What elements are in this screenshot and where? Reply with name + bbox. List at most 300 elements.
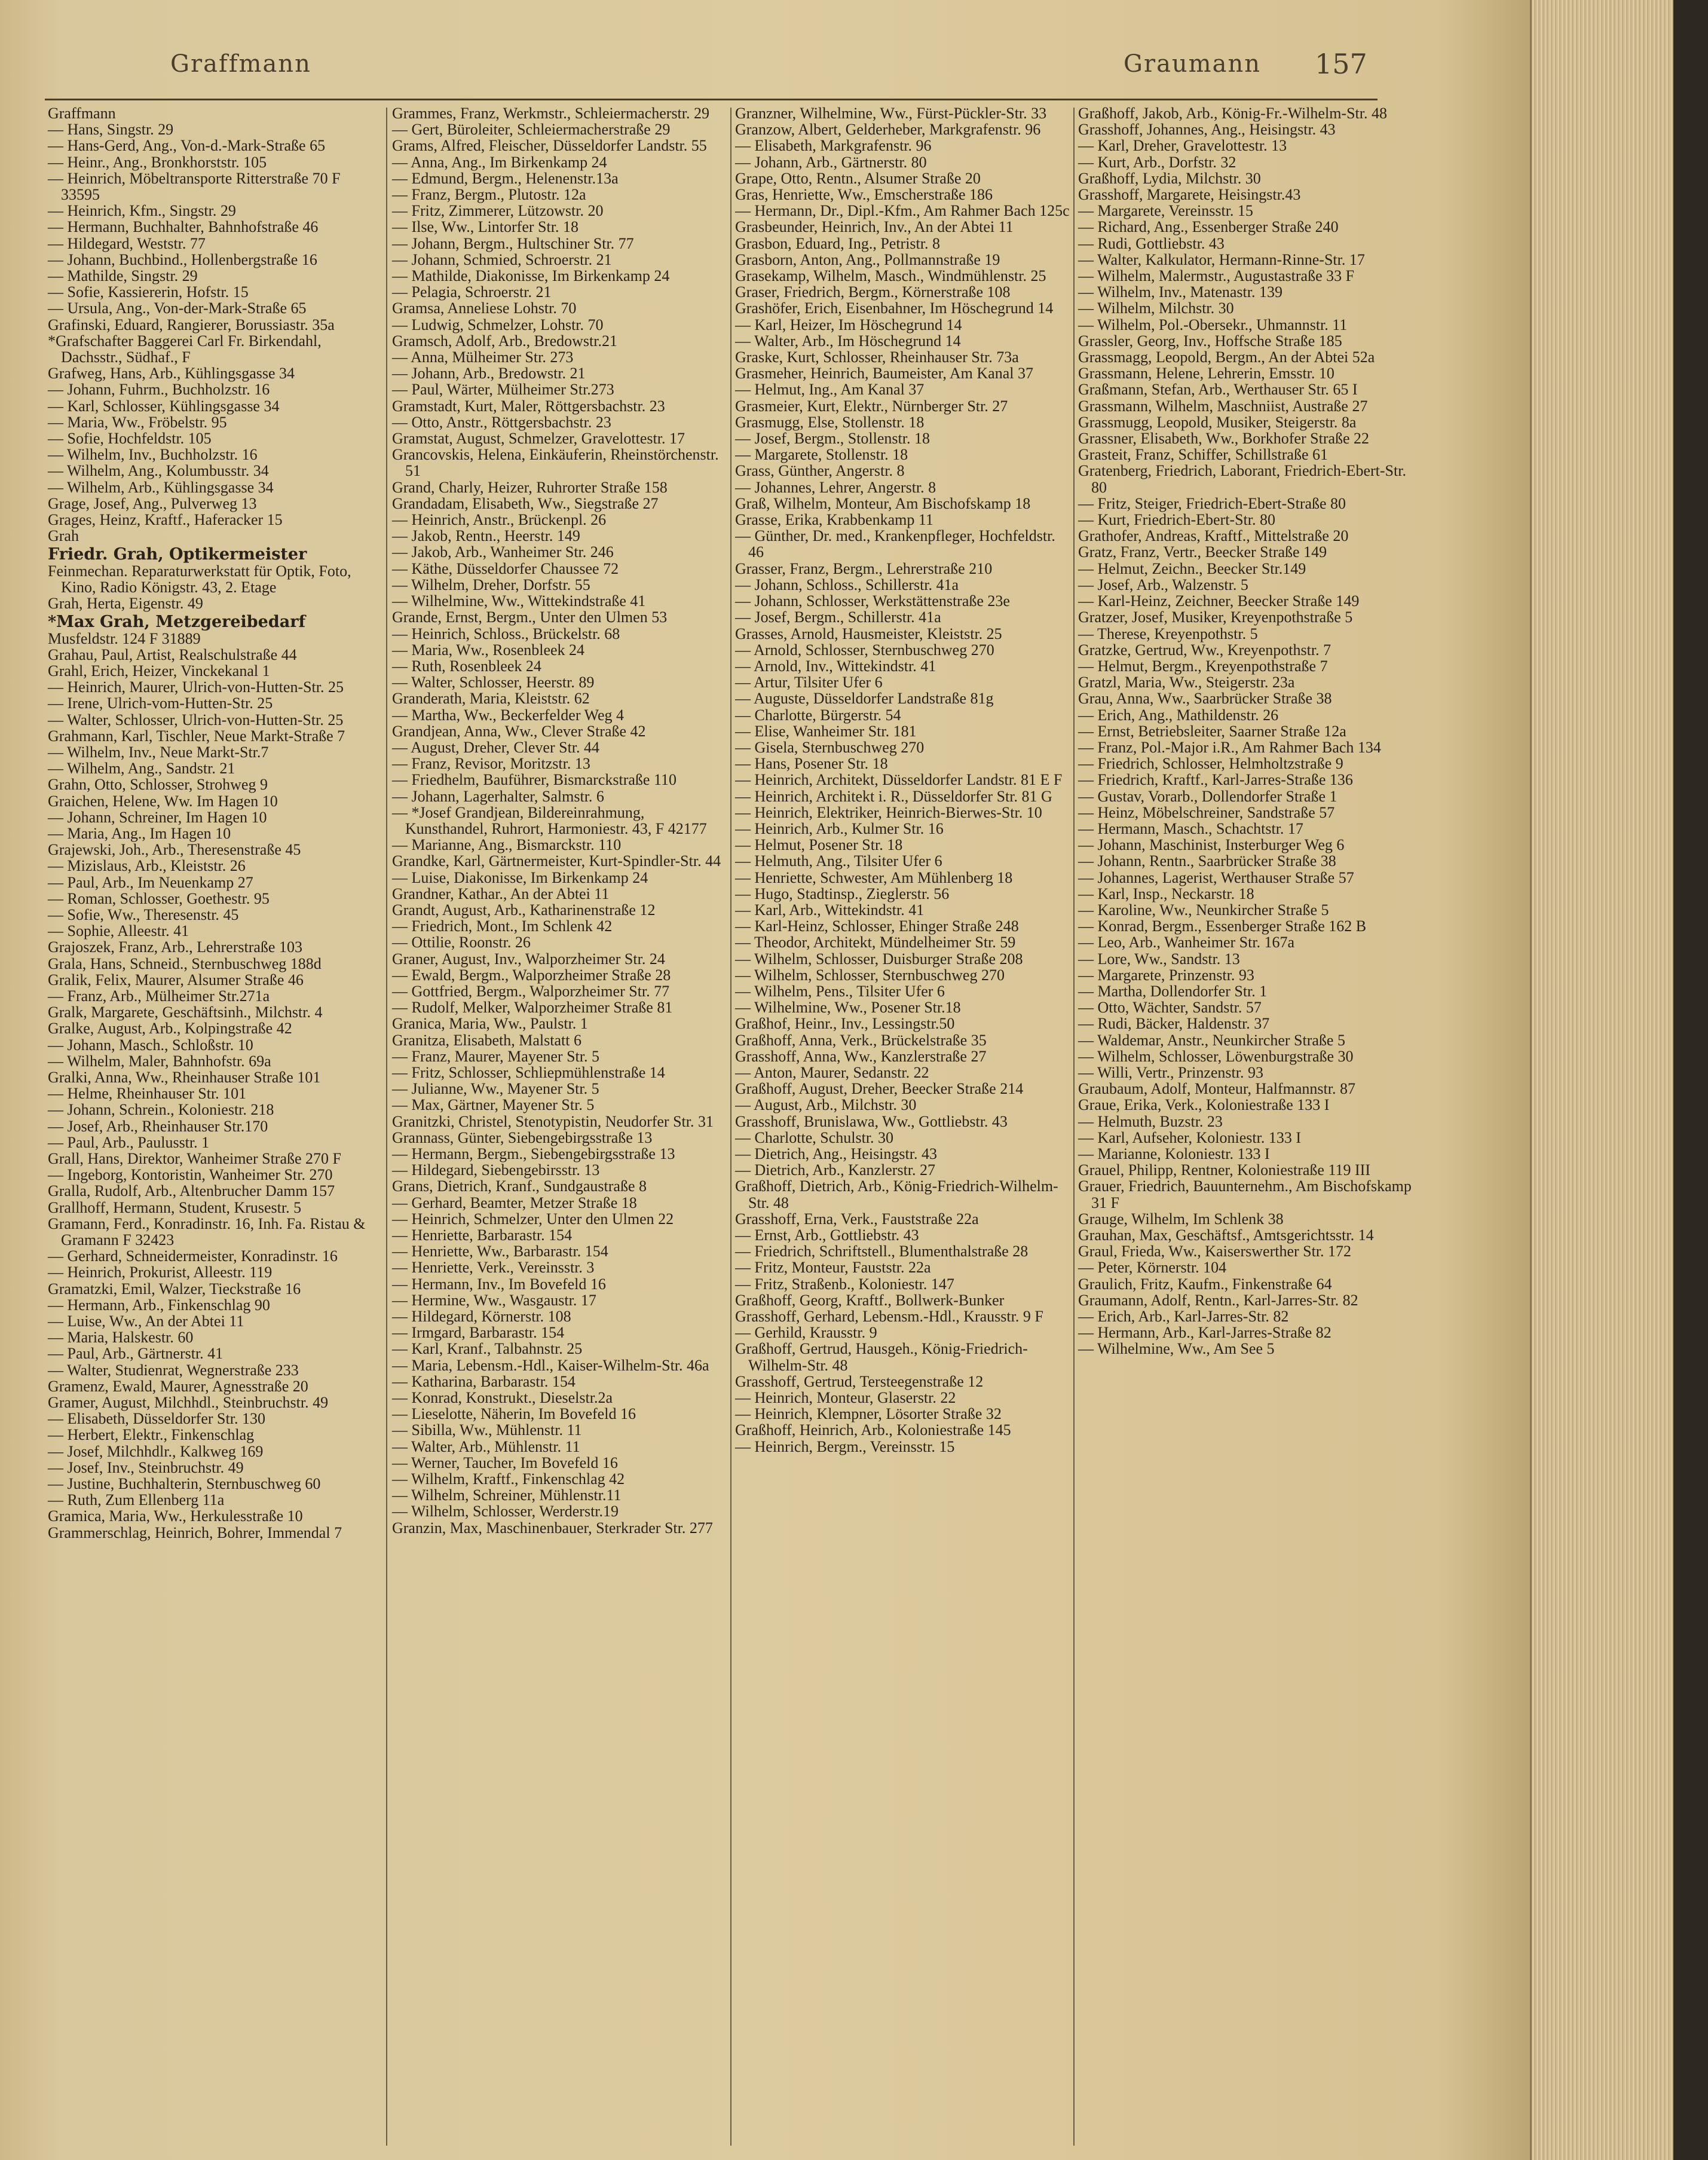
directory-entry: — Martha, Ww., Beckerfelder Weg 4 <box>392 706 625 724</box>
directory-entry: — Otto, Wächter, Sandstr. 57 <box>1078 999 1262 1017</box>
directory-entry: — Wilhelm, Kraftf., Finkenschlag 42 <box>392 1470 625 1488</box>
directory-entry: — Anton, Maurer, Sedanstr. 22 <box>735 1063 929 1081</box>
directory-entry: — Martha, Dollendorfer Str. 1 <box>1078 982 1268 1000</box>
directory-entry: — Karl, Arb., Wittekindstr. 41 <box>735 901 925 919</box>
directory-entry: — Josef, Arb., Rheinhauser Str.170 <box>48 1117 268 1135</box>
directory-entry: — Johann, Lagerhalter, Salmstr. 6 <box>392 787 604 805</box>
directory-entry: — Willi, Vertr., Prinzenstr. 93 <box>1078 1063 1263 1081</box>
directory-entry: — Friedrich, Mont., Im Schlenk 42 <box>392 917 613 935</box>
directory-entry: — Pelagia, Schroerstr. 21 <box>392 283 552 301</box>
directory-entry: — Marianne, Koloniestr. 133 I <box>1078 1145 1270 1162</box>
directory-entry: — Arnold, Schlosser, Sternbuschweg 270 <box>735 641 994 659</box>
directory-entry: — Helmuth, Buzstr. 23 <box>1078 1112 1223 1130</box>
directory-entry: Grauhan, Max, Geschäftsf., Amtsgerichtsstr. 14 <box>1078 1226 1374 1244</box>
directory-entry: — Karl, Heizer, Im Höschegrund 14 <box>735 316 962 334</box>
directory-entry: — Ruth, Zum Ellenberg 11a <box>48 1491 225 1509</box>
directory-entry: — Wilhelm, Milchstr. 30 <box>1078 299 1234 317</box>
directory-entry: — Mathilde, Diakonisse, Im Birkenkamp 24 <box>392 267 670 285</box>
directory-entry: Graue, Erika, Verk., Koloniestraße 133 I <box>1078 1096 1330 1114</box>
directory-entry: Grahmann, Karl, Tischler, Neue Markt-Straße 7 <box>48 727 345 745</box>
directory-entry: — Johannes, Lagerist, Werthauser Straße 57 <box>1078 868 1354 886</box>
directory-entry: — Rudolf, Melker, Walporzheimer Straße 81 <box>392 999 673 1017</box>
directory-entry: — Hildegard, Körnerstr. 108 <box>392 1308 571 1326</box>
directory-entry: — Lore, Ww., Sandstr. 13 <box>1078 950 1240 968</box>
directory-entry: — Josef, Inv., Steinbruchstr. 49 <box>48 1458 244 1476</box>
directory-entry: Grauge, Wilhelm, Im Schlenk 38 <box>1078 1210 1284 1228</box>
directory-entry: — Wilhelmine, Ww., Am See 5 <box>1078 1340 1275 1358</box>
directory-entry: — Gerhard, Schneidermeister, Konradinstr. 16 <box>48 1247 338 1265</box>
directory-entry: — Wilhelm, Schlosser, Werderstr.19 <box>392 1503 619 1520</box>
directory-entry: — Karl, Dreher, Gravelottestr. 13 <box>1078 137 1287 155</box>
directory-entry: — Wilhelm, Ang., Kolumbusstr. 34 <box>48 462 269 480</box>
directory-entry: — Margarete, Vereinsstr. 15 <box>1078 202 1253 220</box>
directory-entry: — Werner, Taucher, Im Bovefeld 16 <box>392 1454 618 1471</box>
directory-entry: — Jakob, Rentn., Heerstr. 149 <box>392 527 580 545</box>
directory-entry: Gramstadt, Kurt, Maler, Röttgersbachstr. 23 <box>392 397 665 415</box>
directory-entry: — Anna, Ang., Im Birkenkamp 24 <box>392 153 607 171</box>
directory-entry: — Heinrich, Arb., Kulmer Str. 16 <box>735 819 944 837</box>
directory-entry: Grannass, Günter, Siebengebirgsstraße 13 <box>392 1128 653 1146</box>
directory-entry: Granzner, Wilhelmine, Ww., Fürst-Pückler-Str. 33 <box>735 105 1047 122</box>
directory-entry: — Margarete, Prinzenstr. 93 <box>1078 966 1254 984</box>
directory-entry: Grage, Josef, Ang., Pulverweg 13 <box>48 494 257 512</box>
directory-entry: — Hermann, Inv., Im Bovefeld 16 <box>392 1275 606 1293</box>
directory-entry: Grasshoff, Gerhard, Lebensm.-Hdl., Krausstr. 9 F <box>735 1308 1043 1326</box>
page-header <box>0 48 1530 90</box>
directory-entry: — Henriette, Ww., Barbarastr. 154 <box>392 1243 608 1260</box>
directory-entry: — Wilhelm, Arb., Kühlingsgasse 34 <box>48 478 274 496</box>
directory-entry: — Käthe, Düsseldorfer Chaussee 72 <box>392 559 619 577</box>
directory-entry: — Heinr., Ang., Bronkhorststr. 105 <box>48 153 267 171</box>
directory-entry: Grammes, Franz, Werkmstr., Schleiermacherstr. 29 <box>392 105 710 122</box>
directory-entry: — Julianne, Ww., Mayener Str. 5 <box>392 1080 599 1098</box>
directory-entry: — Hermann, Arb., Karl-Jarres-Straße 82 <box>1078 1324 1331 1342</box>
directory-entry: — Johann, Schlosser, Werkstättenstraße 23e <box>735 592 1010 610</box>
directory-entry: — Jakob, Arb., Wanheimer Str. 246 <box>392 543 614 561</box>
directory-entry: Grasshoff, Brunislawa, Ww., Gottliebstr. 43 <box>735 1112 1008 1130</box>
directory-entry: Grah <box>48 527 79 545</box>
directory-entry: — Erich, Ang., Mathildenstr. 26 <box>1078 706 1279 724</box>
directory-entry: — Karl, Kranf., Talbahnstr. 25 <box>392 1340 583 1358</box>
directory-entry: Grape, Otto, Rentn., Alsumer Straße 20 <box>735 169 981 187</box>
directory-entry: — Hildegard, Siebengebirsstr. 13 <box>392 1161 600 1179</box>
directory-entry: Gratzke, Gertrud, Ww., Kreyenpothstr. 7 <box>1078 641 1331 659</box>
directory-entry: — Artur, Tilsiter Ufer 6 <box>735 674 883 692</box>
directory-entry: Grassmann, Helene, Lehrerin, Emsstr. 10 <box>1078 365 1334 383</box>
directory-entry: Graßhoff, August, Dreher, Beecker Straße 214 <box>735 1080 1024 1098</box>
directory-entry: Granzow, Albert, Gelderheber, Markgrafenstr. 96 <box>735 121 1041 139</box>
directory-entry: — Ottilie, Roonstr. 26 <box>392 934 531 951</box>
directory-entry: — Walter, Arb., Im Höschegrund 14 <box>735 332 961 350</box>
directory-entry: Grasekamp, Wilhelm, Masch., Windmühlenstr. 25 <box>735 267 1046 285</box>
directory-entry: — Hans, Posener Str. 18 <box>735 755 888 773</box>
directory-entry: Grauer, Friedrich, Bauunternehm., Am Bischofskamp 31 F <box>1078 1177 1412 1211</box>
directory-entry: — Karoline, Ww., Neunkircher Straße 5 <box>1078 901 1329 919</box>
directory-entry: — Wilhelm, Ang., Sandstr. 21 <box>48 760 235 778</box>
left-running-head: Graffmann <box>170 50 311 78</box>
directory-entry: Gramer, August, Milchhdl., Steinbruchstr. 49 <box>48 1394 329 1412</box>
directory-entry: — Johann, Buchbind., Hollenbergstraße 16 <box>48 250 317 268</box>
column-1 <box>48 105 382 1541</box>
directory-entry: Grah, Herta, Eigenstr. 49 <box>48 595 203 613</box>
directory-entry: Gramica, Maria, Ww., Herkulesstraße 10 <box>48 1507 303 1525</box>
directory-entry: Grancovskis, Helena, Einkäuferin, Rheinstörchenstr. 51 <box>392 446 719 480</box>
directory-entry: — Ursula, Ang., Von-der-Mark-Straße 65 <box>48 299 307 317</box>
directory-entry: Grafweg, Hans, Arb., Kühlingsgasse 34 <box>48 365 295 383</box>
directory-entry: Graßhoff, Heinrich, Arb., Koloniestraße 145 <box>735 1421 1011 1439</box>
directory-entry: — Josef, Bergm., Stollenstr. 18 <box>735 430 930 448</box>
directory-entry: — Kurt, Friedrich-Ebert-Str. 80 <box>1078 511 1275 529</box>
directory-entry: Gramatzki, Emil, Walzer, Tieckstraße 16 <box>48 1280 301 1298</box>
directory-entry: Grasses, Arnold, Hausmeister, Kleiststr. 25 <box>735 625 1002 643</box>
directory-entry: Graske, Kurt, Schlosser, Rheinhauser Str. 73a <box>735 348 1019 366</box>
directory-entry: — Mathilde, Singstr. 29 <box>48 267 198 285</box>
directory-entry: — Hugo, Stadtinsp., Zieglerstr. 56 <box>735 885 950 902</box>
directory-entry: Grande, Ernst, Bergm., Unter den Ulmen 53 <box>392 608 668 626</box>
directory-entry: — Fritz, Monteur, Fauststr. 22a <box>735 1259 931 1277</box>
directory-entry: Grammerschlag, Heinrich, Bohrer, Immendal 7 <box>48 1523 342 1541</box>
directory-entry: Grajoszek, Franz, Arb., Lehrerstraße 103 <box>48 938 302 956</box>
directory-entry: — *Josef Grandjean, Bildereinrahmung, Kunsthandel, Ruhrort, Harmoniestr. 43, F 42177 <box>392 803 707 837</box>
directory-entry: — Josef, Bergm., Schillerstr. 41a <box>735 608 941 626</box>
directory-entry: — Friedrich, Kraftf., Karl-Jarres-Straße 136 <box>1078 771 1353 789</box>
directory-entry: — Johann, Schmied, Schroerstr. 21 <box>392 250 612 268</box>
directory-entry: — Charlotte, Schulstr. 30 <box>735 1128 894 1146</box>
directory-entry: — Gottfried, Bergm., Walporzheimer Str. 77 <box>392 982 670 1000</box>
directory-entry: — Ruth, Rosenbleek 24 <box>392 657 541 675</box>
directory-entry: Granica, Maria, Ww., Paulstr. 1 <box>392 1015 588 1033</box>
directory-entry: — Paul, Arb., Im Neuenkamp 27 <box>48 873 253 891</box>
directory-entry: — Günther, Dr. med., Krankenpfleger, Hochfeldstr. 46 <box>735 527 1055 561</box>
directory-entry: — Edmund, Bergm., Helenenstr.13a <box>392 169 619 187</box>
directory-entry: — Karl, Aufseher, Koloniestr. 133 I <box>1078 1128 1302 1146</box>
directory-entry: Graßhoff, Jakob, Arb., König-Fr.-Wilhelm-Str. 48 <box>1078 105 1387 122</box>
directory-entry: — Fritz, Zimmerer, Lützowstr. 20 <box>392 202 604 220</box>
directory-entry: — Henriette, Verk., Vereinsstr. 3 <box>392 1259 595 1277</box>
directory-entry: — Maria, Ww., Rosenbleek 24 <box>392 641 585 659</box>
directory-entry: Gralla, Rudolf, Arb., Altenbrucher Damm 157 <box>48 1182 335 1200</box>
directory-entry: Grandke, Karl, Gärtnermeister, Kurt-Spindler-Str. 44 <box>392 852 721 870</box>
directory-entry: — Friedhelm, Bauführer, Bismarckstraße 110 <box>392 771 677 789</box>
directory-entry: — Konrad, Konstrukt., Dieselstr.2a <box>392 1389 613 1407</box>
directory-entry: Grandjean, Anna, Ww., Clever Straße 42 <box>392 722 646 740</box>
directory-entry: — Hildegard, Weststr. 77 <box>48 234 206 252</box>
directory-entry: Granitza, Elisabeth, Malstatt 6 <box>392 1031 581 1049</box>
directory-entry: — Therese, Kreyenpothstr. 5 <box>1078 625 1258 643</box>
directory-entry: Graß, Wilhelm, Monteur, Am Bischofskamp 18 <box>735 494 1031 512</box>
directory-entry: Graßhoff, Dietrich, Arb., König-Friedrich-Wilhelm-Str. 48 <box>735 1177 1058 1211</box>
directory-entry: Grasshoff, Margarete, Heisingstr.43 <box>1078 186 1301 204</box>
directory-entry: — Ernst, Betriebsleiter, Saarner Straße 12a <box>1078 722 1346 740</box>
directory-entry: Grala, Hans, Schneid., Sternbuschweg 188d <box>48 954 322 972</box>
directory-entry: — Justine, Buchhalterin, Sternbuschweg 60 <box>48 1475 321 1493</box>
directory-entry: Granderath, Maria, Kleiststr. 62 <box>392 690 590 708</box>
directory-entry: — Heinrich, Möbeltransporte Ritterstraße 70 F 33595 <box>48 169 341 204</box>
directory-entry: Friedr. Grah, Optikermeister <box>48 545 307 564</box>
directory-entry: Granitzki, Christel, Stenotypistin, Neudorfer Str. 31 <box>392 1112 714 1130</box>
directory-entry: *Max Grah, Metzgereibedarf <box>48 613 306 632</box>
directory-entry: Grasmeher, Heinrich, Baumeister, Am Kanal 37 <box>735 365 1033 383</box>
directory-entry: — Friedrich, Schriftstell., Blumenthalstraße 28 <box>735 1243 1029 1260</box>
directory-entry: — Dietrich, Ang., Heisingstr. 43 <box>735 1145 937 1162</box>
directory-entry: — Wilhelmine, Ww., Wittekindstraße 41 <box>392 592 646 610</box>
directory-entry: Gramenz, Ewald, Maurer, Agnesstraße 20 <box>48 1377 308 1395</box>
directory-entry: Graul, Frieda, Ww., Kaiserswerther Str. 172 <box>1078 1243 1352 1260</box>
directory-entry: Grassler, Georg, Inv., Hoffsche Straße 185 <box>1078 332 1342 350</box>
directory-entry: Grandt, August, Arb., Katharinenstraße 12 <box>392 901 656 919</box>
directory-entry: — Elisabeth, Markgrafenstr. 96 <box>735 137 932 155</box>
directory-entry: Grashöfer, Erich, Eisenbahner, Im Höschegrund 14 <box>735 299 1054 317</box>
directory-entry: — Paul, Arb., Paulusstr. 1 <box>48 1133 210 1151</box>
directory-entry: — Wilhelm, Maler, Bahnhofstr. 69a <box>48 1052 271 1070</box>
directory-entry: Grassmugg, Leopold, Musiker, Steigerstr. 8a <box>1078 413 1357 431</box>
directory-entry: — Heinrich, Architekt i. R., Düsseldorfer Str. 81 G <box>735 787 1052 805</box>
directory-entry: — Franz, Bergm., Plutostr. 12a <box>392 186 586 204</box>
directory-entry: — Helme, Rheinhauser Str. 101 <box>48 1085 247 1103</box>
directory-entry: — Erich, Arb., Karl-Jarres-Str. 82 <box>1078 1308 1289 1326</box>
directory-entry: Graubaum, Adolf, Monteur, Halfmannstr. 87 <box>1078 1080 1355 1098</box>
directory-entry: Grasmugg, Else, Stollenstr. 18 <box>735 413 925 431</box>
directory-entry: Gras, Henriette, Ww., Emscherstraße 186 <box>735 186 993 204</box>
directory-entry: Graßhoff, Georg, Kraftf., Bollwerk-Bunker <box>735 1291 1005 1309</box>
directory-entry: — Maria, Halskestr. 60 <box>48 1329 194 1347</box>
directory-entry: — Sofie, Ww., Theresenstr. 45 <box>48 905 239 923</box>
directory-entry: — Rudi, Gottliebstr. 43 <box>1078 234 1225 252</box>
directory-entry: — Gerhard, Beamter, Metzer Straße 18 <box>392 1194 637 1211</box>
directory-entry: Graichen, Helene, Ww. Im Hagen 10 <box>48 792 278 810</box>
directory-entry: Grasborn, Anton, Ang., Pollmannstraße 19 <box>735 250 1000 268</box>
directory-entry: — Karl-Heinz, Schlosser, Ehinger Straße 248 <box>735 917 1019 935</box>
directory-entry: — Gustav, Vorarb., Dollendorfer Straße 1 <box>1078 787 1337 805</box>
directory-entry: — Elise, Wanheimer Str. 181 <box>735 722 917 740</box>
directory-entry: — August, Arb., Milchstr. 30 <box>735 1096 917 1114</box>
directory-entry: Grasbon, Eduard, Ing., Petristr. 8 <box>735 234 941 252</box>
directory-entry: — Rudi, Bäcker, Haldenstr. 37 <box>1078 1015 1270 1033</box>
directory-entry: Graßmann, Stefan, Arb., Werthauser Str. 65 I <box>1078 381 1358 399</box>
directory-entry: — Luise, Ww., An der Abtei 11 <box>48 1312 244 1330</box>
directory-entry: — Wilhelm, Pol.-Obersekr., Uhmannstr. 11 <box>1078 316 1348 334</box>
directory-entry: Grans, Dietrich, Kranf., Sundgaustraße 8 <box>392 1177 647 1195</box>
directory-entry: — Herbert, Elektr., Finkenschlag <box>48 1426 255 1444</box>
directory-entry: — Fritz, Straßenb., Koloniestr. 147 <box>735 1275 954 1293</box>
directory-entry: — Heinrich, Bergm., Vereinsstr. 15 <box>735 1437 955 1455</box>
directory-entry: — Arnold, Inv., Wittekindstr. 41 <box>735 657 936 675</box>
directory-entry: Grasse, Erika, Krabbenkamp 11 <box>735 511 933 529</box>
directory-entry: Grallhoff, Hermann, Student, Krusestr. 5 <box>48 1198 302 1216</box>
directory-entry: — Wilhelm, Dreher, Dorfstr. 55 <box>392 576 590 593</box>
directory-entry: — Fritz, Schlosser, Schliepmühlenstraße 14 <box>392 1063 665 1081</box>
directory-entry: Graßhoff, Gertrud, Hausgeh., König-Friedrich-Wilhelm-Str. 48 <box>735 1340 1028 1374</box>
directory-entry: — Charlotte, Bürgerstr. 54 <box>735 706 901 724</box>
directory-entry: Gralik, Felix, Maurer, Alsumer Straße 46 <box>48 971 304 989</box>
directory-entry: — Helmut, Zeichn., Beecker Str.149 <box>1078 559 1306 577</box>
directory-entry: Grassmagg, Leopold, Bergm., An der Abtei 52a <box>1078 348 1375 366</box>
directory-entry: — Franz, Arb., Mülheimer Str.271a <box>48 987 270 1005</box>
directory-entry: — Johann, Schreiner, Im Hagen 10 <box>48 808 267 826</box>
directory-entry: Graumann, Adolf, Rentn., Karl-Jarres-Str. 82 <box>1078 1291 1358 1309</box>
directory-entry: — Anna, Mülheimer Str. 273 <box>392 348 574 366</box>
directory-entry: Graßhof, Heinr., Inv., Lessingstr.50 <box>735 1015 955 1033</box>
directory-entry: — Heinrich, Maurer, Ulrich-von-Hutten-Str. 25 <box>48 678 344 696</box>
directory-entry: — Mizislaus, Arb., Kleiststr. 26 <box>48 857 246 875</box>
page-number: 157 <box>1315 48 1367 80</box>
directory-entry: — Hans-Gerd, Ang., Von-d.-Mark-Straße 65 <box>48 137 326 155</box>
directory-entry: — Luise, Diakonisse, Im Birkenkamp 24 <box>392 868 648 886</box>
directory-entry: — Henriette, Schwester, Am Mühlenberg 18 <box>735 868 1013 886</box>
directory-entry: Gralk, Margarete, Geschäftsinh., Milchstr. 4 <box>48 1003 323 1021</box>
directory-entry: — Franz, Pol.-Major i.R., Am Rahmer Bach 134 <box>1078 738 1381 756</box>
directory-entry: — Ewald, Bergm., Walporzheimer Straße 28 <box>392 966 671 984</box>
column-2 <box>392 105 727 1536</box>
directory-entry: — Heinrich, Schmelzer, Unter den Ulmen 22 <box>392 1210 674 1228</box>
directory-entry: — Katharina, Barbarastr. 154 <box>392 1372 576 1390</box>
directory-entry: Grandner, Kathar., An der Abtei 11 <box>392 885 610 902</box>
book-cover-edge <box>1673 0 1708 2160</box>
directory-entry: — Paul, Arb., Gärtnerstr. 41 <box>48 1345 224 1363</box>
directory-entry: — Karl-Heinz, Zeichner, Beecker Straße 149 <box>1078 592 1360 610</box>
directory-entry: Gramsa, Anneliese Lohstr. 70 <box>392 299 577 317</box>
directory-entry: — Johann, Bergm., Hultschiner Str. 77 <box>392 234 634 252</box>
directory-entry: — Wilhelm, Inv., Buchholzstr. 16 <box>48 446 258 464</box>
directory-entry: Gratz, Franz, Vertr., Beecker Straße 149 <box>1078 543 1327 561</box>
directory-entry: — Johann, Schloss., Schillerstr. 41a <box>735 576 959 593</box>
directory-entry: — Waldemar, Anstr., Neunkircher Straße 5 <box>1078 1031 1345 1049</box>
directory-entry: Grassner, Elisabeth, Ww., Borkhofer Straße 22 <box>1078 430 1370 448</box>
directory-entry: — Hans, Singstr. 29 <box>48 121 174 139</box>
directory-entry: — Sophie, Alleestr. 41 <box>48 922 189 940</box>
directory-entry: — Heinrich, Architekt, Düsseldorfer Landstr. 81 E F <box>735 771 1063 789</box>
directory-entry: Gramann, Ferd., Konradinstr. 16, Inh. Fa. Ristau & Gramann F 32423 <box>48 1214 366 1249</box>
directory-entry: — Elisabeth, Düsseldorfer Str. 130 <box>48 1410 265 1428</box>
directory-entry: Graffmann <box>48 105 116 122</box>
directory-entry: — Otto, Anstr., Röttgersbachstr. 23 <box>392 413 611 431</box>
directory-entry: Graner, August, Inv., Walporzheimer Str. 24 <box>392 950 665 968</box>
directory-entry: Grandadam, Elisabeth, Ww., Siegstraße 27 <box>392 494 659 512</box>
directory-entry: — Heinrich, Schloss., Brückelstr. 68 <box>392 625 620 643</box>
directory-entry: — Heinrich, Prokurist, Alleestr. 119 <box>48 1263 273 1281</box>
directory-entry: — Maria, Ww., Fröbelstr. 95 <box>48 413 227 431</box>
directory-entry: — Hermann, Bergm., Siebengebirgsstraße 13 <box>392 1145 675 1162</box>
directory-entry: Gramsch, Adolf, Arb., Bredowstr.21 <box>392 332 617 350</box>
header-rule <box>45 99 1378 100</box>
directory-entry: — Johannes, Lehrer, Angerstr. 8 <box>735 478 936 496</box>
directory-entry: Grassmann, Wilhelm, Maschniist, Austraße 27 <box>1078 397 1368 415</box>
directory-entry: — Walter, Schlosser, Heerstr. 89 <box>392 674 595 692</box>
directory-entry: — Wilhelm, Inv., Matenastr. 139 <box>1078 283 1282 301</box>
directory-entry: Feinmechan. Reparaturwerkstatt für Optik, Foto, Kino, Radio Königstr. 43, 2. Etage <box>48 562 351 596</box>
directory-entry: — Josef, Arb., Walzenstr. 5 <box>1078 576 1248 593</box>
directory-entry: — Ludwig, Schmelzer, Lohstr. 70 <box>392 316 604 334</box>
directory-entry: — Marianne, Ang., Bismarckstr. 110 <box>392 836 622 854</box>
directory-entry: — Irene, Ulrich-vom-Hutten-Str. 25 <box>48 694 273 712</box>
directory-entry: — Irmgard, Barbarastr. 154 <box>392 1324 565 1342</box>
directory-entry: — Hermine, Ww., Wasgaustr. 17 <box>392 1291 596 1309</box>
directory-entry: Grand, Charly, Heizer, Ruhrorter Straße 158 <box>392 478 668 496</box>
column-4 <box>1078 105 1413 1357</box>
directory-entry: — August, Dreher, Clever Str. 44 <box>392 738 600 756</box>
directory-entry: — Johann, Maschinist, Insterburger Weg 6 <box>1078 836 1345 854</box>
directory-entry: Grahl, Erich, Heizer, Vinckekanal 1 <box>48 662 270 680</box>
directory-entry: — Wilhelm, Schlosser, Sternbuschweg 270 <box>735 966 1005 984</box>
directory-entry: Granzin, Max, Maschinenbauer, Sterkrader Str. 277 <box>392 1519 713 1537</box>
directory-entry: — Friedrich, Schlosser, Helmholtzstraße 9 <box>1078 755 1343 773</box>
directory-entry: — Ingeborg, Kontoristin, Wanheimer Str. 270 <box>48 1166 333 1184</box>
directory-entry: — Henriette, Barbarastr. 154 <box>392 1226 573 1244</box>
directory-entry: — Roman, Schlosser, Goethestr. 95 <box>48 889 270 907</box>
directory-entry: — Helmut, Ing., Am Kanal 37 <box>735 381 925 399</box>
directory-entry: — Franz, Maurer, Mayener Str. 5 <box>392 1047 599 1065</box>
directory-entry: Grall, Hans, Direktor, Wanheimer Straße 270 F <box>48 1150 341 1167</box>
directory-entry: — Richard, Ang., Essenberger Straße 240 <box>1078 218 1339 236</box>
directory-entry: — Heinrich, Elektriker, Heinrich-Bierwes-Str. 10 <box>735 803 1042 821</box>
directory-entry: — Wilhelm, Malermstr., Augustastraße 33 F <box>1078 267 1355 285</box>
directory-entry: — Hermann, Masch., Schachtstr. 17 <box>1078 819 1303 837</box>
directory-entry: — Wilhelm, Schreiner, Mühlenstr.11 <box>392 1486 622 1504</box>
directory-entry: — Sofie, Kassiererin, Hofstr. 15 <box>48 283 249 301</box>
directory-entry: Grasshoff, Erna, Verk., Fauststraße 22a <box>735 1210 979 1228</box>
directory-entry: — Gert, Büroleiter, Schleiermacherstraße 29 <box>392 121 671 139</box>
directory-entry: — Maria, Lebensm.-Hdl., Kaiser-Wilhelm-Str. 46a <box>392 1356 709 1374</box>
directory-entry: Musfeldstr. 124 F 31889 <box>48 629 201 647</box>
directory-entry: — Karl, Schlosser, Kühlingsgasse 34 <box>48 397 280 415</box>
directory-entry: Gramstat, August, Schmelzer, Gravelottestr. 17 <box>392 430 685 448</box>
directory-entry: — Ilse, Ww., Lintorfer Str. 18 <box>392 218 578 236</box>
directory-entry: Grasshoff, Anna, Ww., Kanzlerstraße 27 <box>735 1047 987 1065</box>
directory-entry: Grages, Heinz, Kraftf., Haferacker 15 <box>48 511 283 529</box>
directory-entry: — Konrad, Bergm., Essenberger Straße 162 B <box>1078 917 1367 935</box>
directory-entry: — Gisela, Sternbuschweg 270 <box>735 738 925 756</box>
directory-entry: — Leo, Arb., Wanheimer Str. 167a <box>1078 934 1295 951</box>
directory-entry: Grasshoff, Gertrud, Tersteegenstraße 12 <box>735 1372 984 1390</box>
directory-columns <box>48 105 1412 2149</box>
directory-entry: Graulich, Fritz, Kaufm., Finkenstraße 64 <box>1078 1275 1332 1293</box>
directory-entry: — Walter, Arb., Mühlenstr. 11 <box>392 1437 580 1455</box>
directory-entry: — Hermann, Arb., Finkenschlag 90 <box>48 1296 270 1314</box>
directory-entry: — Wilhelm, Pens., Tilsiter Ufer 6 <box>735 982 945 1000</box>
directory-entry: — Walter, Studienrat, Wegnerstraße 233 <box>48 1361 299 1379</box>
directory-entry: Gralki, Anna, Ww., Rheinhauser Straße 101 <box>48 1068 321 1086</box>
directory-entry: Grahau, Paul, Artist, Realschulstraße 44 <box>48 645 297 663</box>
directory-entry: *Grafschafter Baggerei Carl Fr. Birkendahl, Dachsstr., Südhaf., F <box>48 332 322 366</box>
directory-entry: — Wilhelm, Schlosser, Löwenburgstraße 30 <box>1078 1047 1354 1065</box>
directory-entry: — Sibilla, Ww., Mühlenstr. 11 <box>392 1421 582 1439</box>
directory-entry: — Theodor, Architekt, Mündelheimer Str. 59 <box>735 934 1016 951</box>
directory-entry: Grasshoff, Johannes, Ang., Heisingstr. 43 <box>1078 121 1336 139</box>
directory-entry: Grajewski, Joh., Arb., Theresenstraße 45 <box>48 841 301 859</box>
directory-entry: Grasbeunder, Heinrich, Inv., An der Abtei 11 <box>735 218 1014 236</box>
directory-entry: — Auguste, Düsseldorfer Landstraße 81g <box>735 690 994 708</box>
directory-entry: Grau, Anna, Ww., Saarbrücker Straße 38 <box>1078 690 1332 708</box>
directory-entry: — Helmuth, Ang., Tilsiter Ufer 6 <box>735 852 942 870</box>
directory-entry: — Josef, Milchhdlr., Kalkweg 169 <box>48 1442 264 1460</box>
directory-entry: Graßhoff, Anna, Verk., Brückelstraße 35 <box>735 1031 987 1049</box>
directory-entry: — Hermann, Buchhalter, Bahnhofstraße 46 <box>48 218 319 236</box>
directory-entry: — Heinrich, Anstr., Brückenpl. 26 <box>392 511 607 529</box>
directory-entry: — Fritz, Steiger, Friedrich-Ebert-Straße 80 <box>1078 494 1346 512</box>
directory-entry: Grass, Günther, Angerstr. 8 <box>735 462 905 480</box>
directory-entry: — Johann, Arb., Gärtnerstr. 80 <box>735 153 927 171</box>
directory-entry: — Johann, Schrein., Koloniestr. 218 <box>48 1101 274 1119</box>
directory-entry: — Paul, Wärter, Mülheimer Str.273 <box>392 381 614 399</box>
directory-entry: — Dietrich, Arb., Kanzlerstr. 27 <box>735 1161 936 1179</box>
directory-entry: — Hermann, Dr., Dipl.-Kfm., Am Rahmer Bach 125c <box>735 202 1070 220</box>
directory-entry: — Heinrich, Kfm., Singstr. 29 <box>48 202 236 220</box>
directory-entry: — Margarete, Stollenstr. 18 <box>735 446 908 464</box>
directory-entry: — Wilhelm, Schlosser, Duisburger Straße 208 <box>735 950 1023 968</box>
directory-entry: — Heinrich, Klempner, Lösorter Straße 32 <box>735 1405 1002 1423</box>
directory-entry: Grathofer, Andreas, Kraftf., Mittelstraße 20 <box>1078 527 1349 545</box>
directory-entry: — Sofie, Hochfeldstr. 105 <box>48 430 212 448</box>
